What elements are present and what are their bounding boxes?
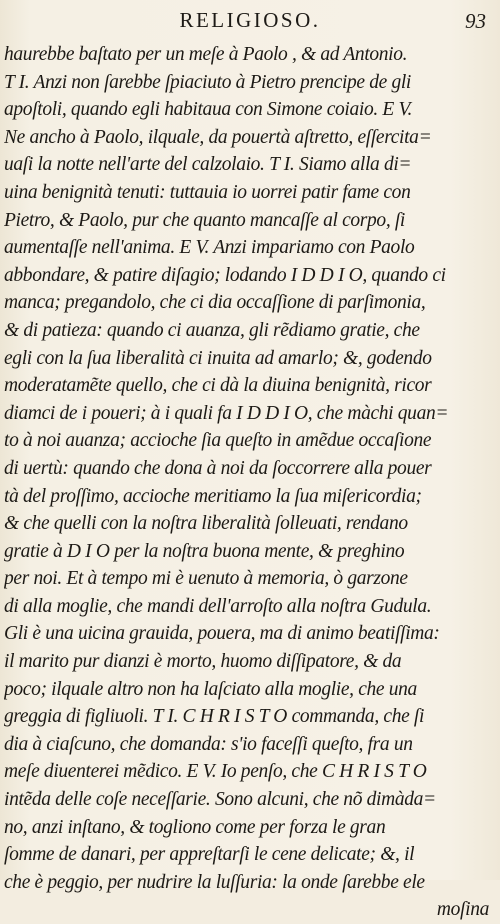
text-line: apoſtoli, quando egli habitaua con Simone coiaio. E V. (4, 99, 413, 121)
text-line: Pietro, & Paolo, pur che quanto mancaſſe al corpo, ſi (4, 209, 406, 231)
text-line: haurebbe baſtato per un meſe à Paolo , & ad Antonio. (4, 44, 408, 65)
text-line: uaſi la notte nell'arte del calzolaio. T I. Siamo alla di= (4, 154, 412, 176)
text-line: di alla moglie, che mandi dell'arroſto alla noſtra Gudula. (4, 595, 432, 617)
text-line: moderatamẽte quello, che ci dà la diuina benignità, ricor (4, 375, 432, 397)
text-line: & di patieza: quando ci auanza, gli rẽdiamo gratie, che (4, 319, 420, 341)
text-line: il marito pur dianzi è morto, huomo diſſipatore, & da (4, 651, 402, 673)
text-line: ſomme de danari, per appreſtarſi le cene delicate; &, il (4, 844, 415, 866)
text-line: abbondare, & patire diſagio; lodando I D D I O, quando ci (4, 264, 446, 286)
text-line: meſe diuenterei mẽdico. E V. Io penſo, che C H R I S T O (4, 761, 427, 783)
text-line: & che quelli con la noſtra liberalità ſolleuati, rendano (4, 513, 408, 535)
running-title: RELIGIOSO. (179, 8, 321, 32)
text-line: tà del proſſimo, accioche meritiamo la ſua miſericordia; (4, 485, 422, 507)
page-number: 93 (465, 9, 486, 33)
text-line: greggia di figliuoli. T I. C H R I S T O commanda, che ſi (4, 706, 425, 728)
text-line: gratie à D I O per la noſtra buona mente, & preghino (4, 540, 405, 562)
text-line: che è peggio, per nudrire la luſſuria: la onde ſarebbe ele (4, 871, 425, 893)
body-text (4, 41, 495, 924)
text-line: Gli è una uicina grauida, pouera, ma di animo beatiſſima: (4, 623, 440, 645)
running-head (0, 8, 500, 38)
catchword: moſina (436, 899, 489, 921)
text-line: manca; pregandolo, che ci dia occaſſione di parſimonia, (4, 292, 426, 314)
text-line: T I. Anzi non ſarebbe ſpiaciuto à Pietro prencipe de gli (4, 71, 412, 93)
text-line: no, anzi inſtano, & togliono come per forza le gran (4, 816, 386, 838)
text-line: dia à ciaſcuno, che domanda: s'io faceſſi queſto, fra un (4, 733, 413, 755)
text-line: uina benignità tenuti: tuttauia io uorrei patir fame con (4, 181, 411, 203)
text-line: intẽda delle coſe neceſſarie. Sono alcuni, che nõ dimàda= (4, 789, 436, 811)
text-line: poco; ilquale altro non ha laſciato alla moglie, che una (4, 678, 417, 700)
text-line: Ne ancho à Paolo, ilquale, da pouertà aſtretto, eſſercita= (4, 126, 432, 148)
text-line: egli con la ſua liberalità ci inuita ad amarlo; &, godendo (4, 347, 432, 369)
text-line: per noi. Et à tempo mi è uenuto à memoria, ò garzone (4, 568, 408, 590)
text-line: diamci de i poueri; à i quali fa I D D I O, che màchi quan= (4, 402, 449, 424)
text-line: aumentaſſe nell'anima. E V. Anzi impariamo con Paolo (4, 237, 415, 259)
text-line: di uertù: quando che dona à noi da ſoccorrere alla pouer (4, 457, 432, 479)
text-line: to à noi auanza; accioche ſia queſto in amẽdue occaſione (4, 430, 432, 452)
